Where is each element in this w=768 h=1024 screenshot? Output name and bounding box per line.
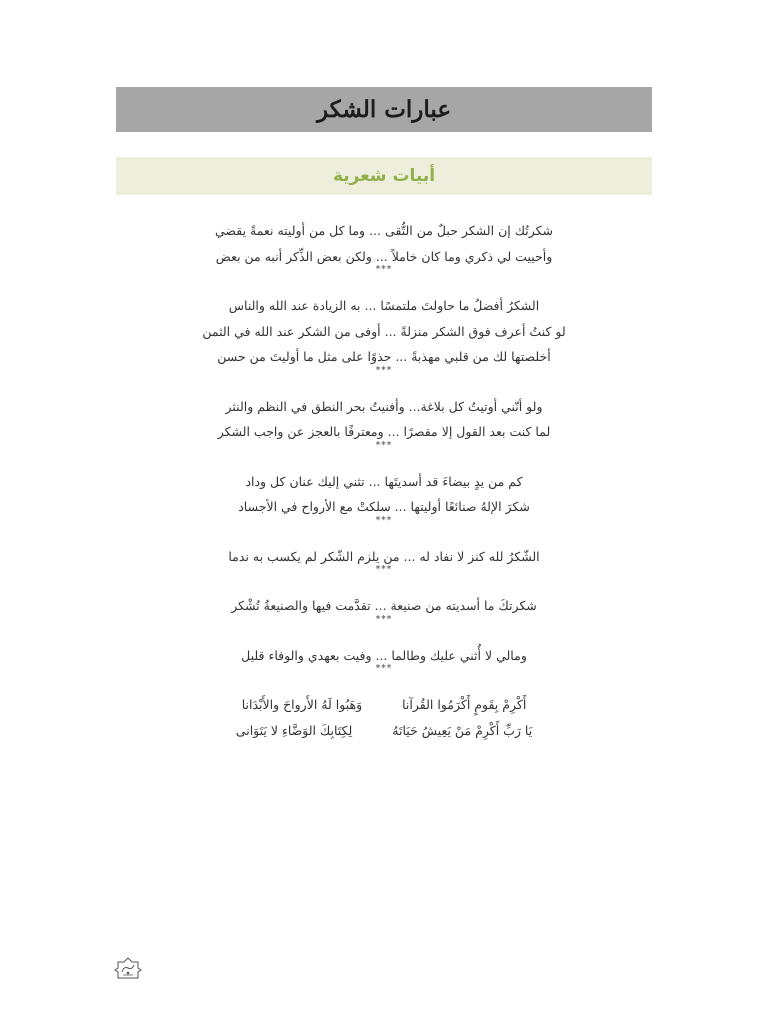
couplet-second-hemistich: لِكِتَابِكَ الوَضَّاءِ لا يَتَوَانى bbox=[235, 722, 353, 738]
couplet-row bbox=[160, 718, 608, 744]
stanza-separator: *** bbox=[375, 664, 393, 674]
couplet-row bbox=[160, 692, 608, 718]
section-banner bbox=[116, 157, 652, 195]
poem-line: الشكرُ أفضلُ ما حاولتَ ملتمسًا ... به الزيادة عند الله والناس bbox=[228, 298, 540, 313]
couplet-second-hemistich: وَهَبُوا لَهُ الأَرواحَ والأَبْدَانا bbox=[241, 697, 363, 712]
title-banner bbox=[116, 87, 652, 132]
section-title: أبيات شعرية bbox=[332, 166, 436, 186]
poem-line: كم من يدٍ بيضاءَ قد أسديتَها ... تثني إليك عنان كل وداد bbox=[245, 473, 523, 489]
stanza-separator: *** bbox=[375, 614, 393, 625]
couplet-first-hemistich: يَا رَبِّ أَكْرِمْ مَنْ يَعِيشُ حَيَاتَهُ bbox=[392, 722, 533, 738]
poem-stanza bbox=[160, 469, 608, 520]
poems-body bbox=[160, 218, 608, 743]
stanza-separator: *** bbox=[375, 515, 393, 526]
poem-stanza bbox=[160, 218, 608, 269]
poem-line: أخلصتها لك من قلبي مهذبةً ... حذوًا على مثل ما أوليتَ من حسن bbox=[217, 349, 551, 364]
poem-line: وأحييت لي ذكري وما كان خاملاً ... ولكن بعض الذِّكر أنبه من بعض bbox=[215, 248, 553, 264]
poem-line: شكرَ الإلهُ صنائعًا أوليتها ... سلكتْ مع الأرواح في الأجساد bbox=[238, 499, 530, 514]
poem-line: شكرتكَ ما أسديته من صنيعة ... تقدَّمت فيها والصنيعةُ تُشْكر bbox=[231, 598, 537, 613]
couplet-first-hemistich: أَكْرِمْ بِقَومٍ أَكْرَمُوا القُرآنا bbox=[402, 697, 527, 712]
poem-line: الشّكرُ لله كنز لا نفاد له ... من يلزم الشّكر لم يكسب به ندما bbox=[228, 548, 540, 564]
page-title: عبارات الشكر bbox=[316, 96, 452, 123]
stanza-separator: *** bbox=[375, 365, 393, 376]
stanza-separator: *** bbox=[375, 440, 393, 451]
stanza-separator: *** bbox=[375, 565, 393, 575]
poem-line: شكرتُك إن الشكر حبلٌ من التُّقى ... وما كل من أوليته نعمةً يقضي bbox=[215, 223, 553, 238]
poem-line: ومالي لا أُثني عليك وطالما ... وفيت بعهدي والوفاء قليل bbox=[241, 647, 527, 663]
poem-line: ولو أنّني أوتيتُ كل بلاغة... وأفنيتُ بحر النطق في النظم والنثر bbox=[225, 398, 543, 414]
poem-line: لما كنت بعد القول إلا مقصرًا ... ومعترفًا بالعجز عن واجب الشكر bbox=[217, 424, 551, 439]
poem-stanza bbox=[160, 394, 608, 445]
poem-line: لو كنتُ أعرف فوق الشكر منزلةً ... أوفى من الشكر عند الله في الثمن bbox=[202, 323, 566, 339]
stanza-separator: *** bbox=[375, 265, 393, 275]
poem-stanza bbox=[160, 293, 608, 370]
publisher-logo-icon bbox=[114, 956, 142, 980]
